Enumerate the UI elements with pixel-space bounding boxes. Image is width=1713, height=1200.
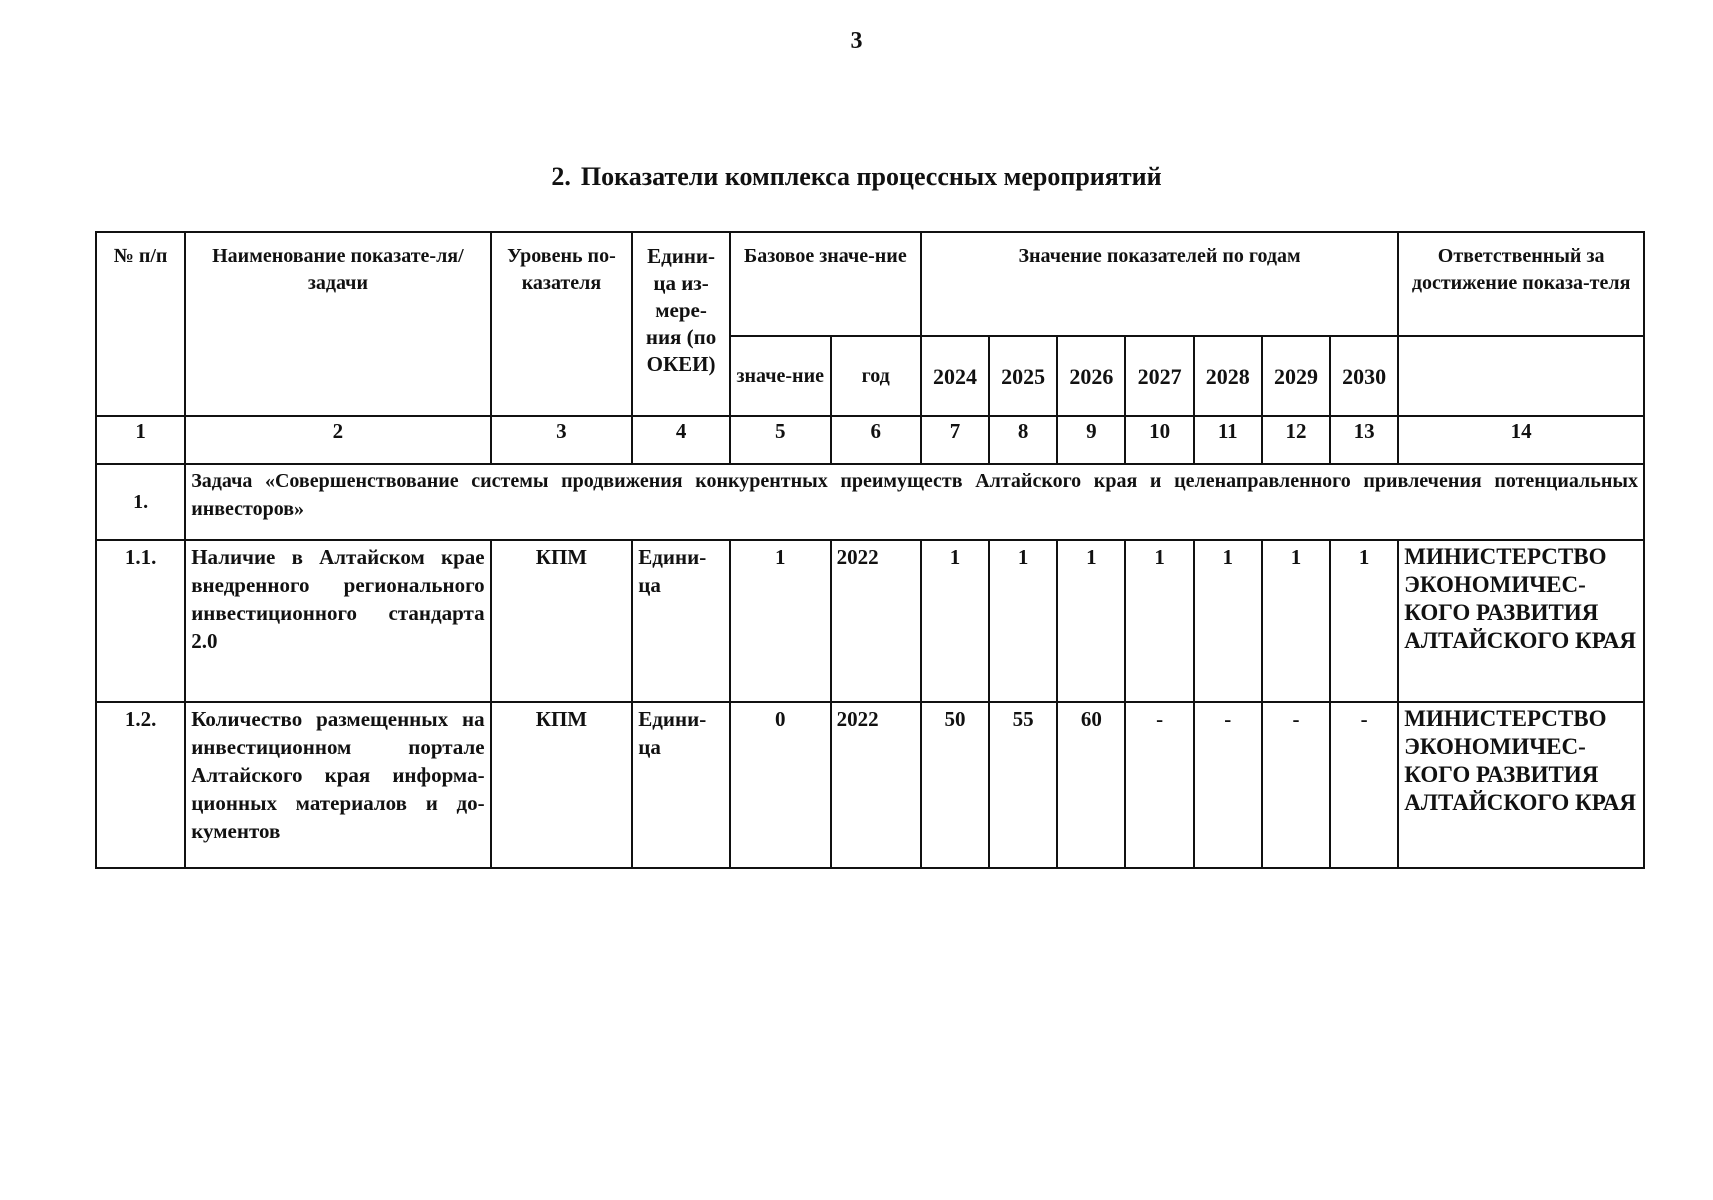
year-value: 1 [1194,540,1262,702]
header-responsible-blank [1398,336,1644,416]
header-level: Уровень по-казателя [491,232,633,416]
table-row [96,702,1644,868]
responsible-body: МИНИСТЕРСТВО ЭКОНОМИЧЕС-КОГО РАЗВИТИЯ АЛТАЙСКОГО КРАЯ [1398,702,1644,868]
indicator-name: Количество размещенных на инвестиционном портале Алтайского края информа-ционных материалов и до-кументов [185,702,490,868]
row-number: 1.1. [96,540,185,702]
header-base-value: значе-ние [730,336,831,416]
header-base: Базовое значе-ние [730,232,921,336]
page-number: 3 [850,28,863,54]
year-value: 1 [1262,540,1330,702]
year-value: - [1330,702,1398,868]
task-number: 1. [96,464,185,540]
indicator-level: КПМ [491,540,633,702]
header-year: 2027 [1125,336,1193,416]
responsible-body: МИНИСТЕРСТВО ЭКОНОМИЧЕС-КОГО РАЗВИТИЯ АЛТАЙСКОГО КРАЯ [1398,540,1644,702]
base-year: 2022 [831,702,921,868]
table-row [96,540,1644,702]
column-number: 13 [1330,416,1398,464]
column-number: 2 [185,416,490,464]
base-year: 2022 [831,540,921,702]
row-number: 1.2. [96,702,185,868]
indicator-name: Наличие в Алтайском крае внедренного регионального инвестиционного стандарта 2.0 [185,540,490,702]
column-number: 3 [491,416,633,464]
header-year: 2024 [921,336,989,416]
column-number: 12 [1262,416,1330,464]
header-year: 2030 [1330,336,1398,416]
indicator-unit: Едини-ца [632,702,730,868]
task-row [96,464,1644,540]
header-by-years: Значение показателей по годам [921,232,1398,336]
column-number: 6 [831,416,921,464]
column-number: 11 [1194,416,1262,464]
column-number: 9 [1057,416,1125,464]
task-text: Задача «Совершенствование системы продвижения конкурентных преимуществ Алтайского края и целенаправленного привлечения потенциальных инвесторов» [185,464,1644,540]
year-value: 60 [1057,702,1125,868]
section-title [0,162,1713,192]
column-number: 1 [96,416,185,464]
header-row-1 [96,232,1644,336]
year-value: 1 [1125,540,1193,702]
base-value: 1 [730,540,831,702]
header-unit: Едини-ца из-мере-ния (по ОКЕИ) [632,232,730,416]
column-number: 7 [921,416,989,464]
year-value: 1 [921,540,989,702]
header-name: Наименование показате-ля/задачи [185,232,490,416]
column-number: 4 [632,416,730,464]
base-value: 0 [730,702,831,868]
year-value: 1 [989,540,1057,702]
year-value: - [1194,702,1262,868]
header-num: № п/п [96,232,185,416]
year-value: - [1125,702,1193,868]
header-year: 2025 [989,336,1057,416]
header-base-year: год [831,336,921,416]
column-number: 14 [1398,416,1644,464]
header-responsible: Ответственный за достижение показа-теля [1398,232,1644,336]
year-value: 55 [989,702,1057,868]
year-value: 1 [1057,540,1125,702]
indicator-level: КПМ [491,702,633,868]
header-year: 2026 [1057,336,1125,416]
year-value: 1 [1330,540,1398,702]
column-number: 8 [989,416,1057,464]
section-title-text: Показатели комплекса процессных мероприятий [580,162,1162,191]
indicator-unit: Едини-ца [632,540,730,702]
year-value: - [1262,702,1330,868]
indicators-table [95,231,1645,869]
header-year: 2028 [1194,336,1262,416]
header-year: 2029 [1262,336,1330,416]
column-number: 5 [730,416,831,464]
year-value: 50 [921,702,989,868]
column-number: 10 [1125,416,1193,464]
section-number: 2. [551,162,571,191]
column-numbers-row [96,416,1644,464]
